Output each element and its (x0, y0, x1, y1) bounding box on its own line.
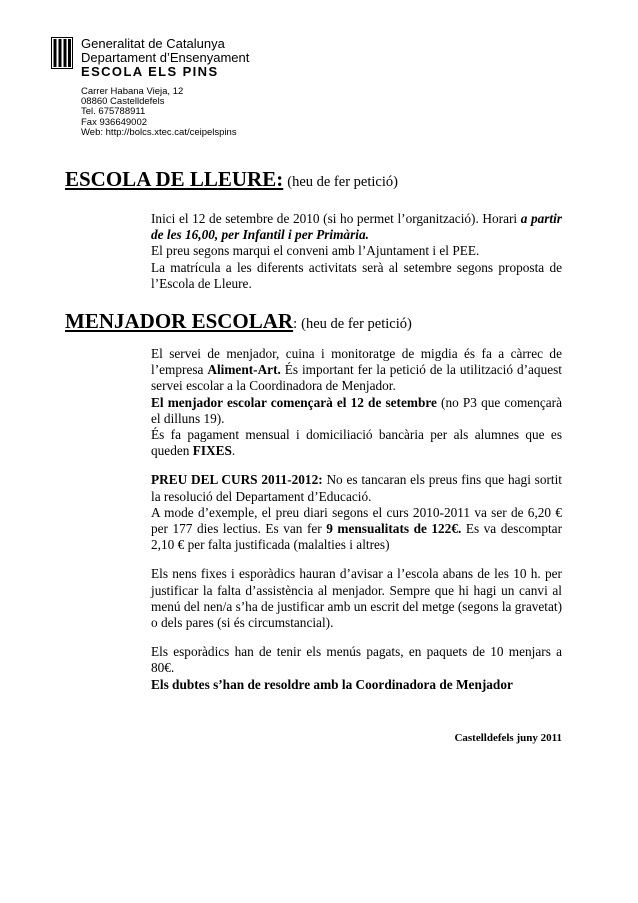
section-note: (heu de fer petició) (287, 174, 398, 190)
bold-run: Els dubtes s’han de resoldre amb la Coordinadora de Menjador (151, 676, 513, 692)
text-run: És fa pagament mensual i domiciliació bancària per als alumnes que es queden (151, 427, 562, 459)
paragraph (151, 472, 562, 504)
text-run: No es tancaran els preus fins que hagi sortit la resolució del Departament d’Educació. (151, 472, 562, 504)
section-body-escola-lleure (151, 211, 562, 292)
bold-run: El menjador escolar començarà el 12 de setembre (151, 394, 437, 410)
section-title: ESCOLA DE LLEURE: (65, 167, 284, 191)
paragraph (151, 211, 562, 243)
contact-block (81, 87, 237, 138)
section-heading-menjador (65, 309, 412, 334)
section-note: (heu de fer petició) (301, 316, 412, 332)
paragraph: El preu segons marqui el conveni amb l’Ajuntament i el PEE. (151, 243, 480, 259)
section-colon: : (293, 316, 298, 332)
generalitat-logo-icon (51, 37, 73, 69)
organization-block (81, 37, 249, 79)
org-line-2: Departament d’Ensenyament (81, 50, 250, 65)
org-line-1: Generalitat de Catalunya (81, 36, 225, 51)
paragraph: Els nens fixes i esporàdics hauran d’avisar a l’escola abans de les 10 h. per justificar la falta d’assistència al menjador. Sempre que hi hagi un canvi al menú del nen/a s’ha de justificar amb un escrit del metge (segons la gravetat) o dels pares (si és circumstancial). (151, 566, 562, 631)
paragraph (151, 395, 562, 427)
paragraph (151, 427, 562, 459)
signoff-date: Castelldefels juny 2011 (454, 732, 562, 744)
text-run: Es va descomptar 2,10 € per falta justificada (malalties i altres) (151, 521, 562, 553)
bold-run: FIXES (192, 443, 232, 459)
text-run: A mode d’exemple, el preu diari segons el curs 2010-2011 va ser de 6,20 € per 177 dies lectius. Es van fer (151, 504, 562, 537)
text-run: . (231, 443, 236, 459)
paragraph: Els esporàdics han de tenir els menús pagats, en paquets de 10 menjars a 80€. (151, 644, 562, 676)
contact-city: 08860 Castelldefels (81, 96, 165, 108)
paragraph: La matrícula a les diferents activitats serà al setembre segons proposta de l’Escola de Lleure. (151, 259, 562, 291)
section-body-menjador (151, 346, 562, 693)
contact-fax: Fax 936649002 (81, 116, 148, 128)
paragraph (151, 346, 562, 395)
emphasis-run: a partir de les 16,00, per Infantil i per Primària. (151, 211, 562, 243)
contact-web: Web: http://bolcs.xtec.cat/ceipelspins (81, 126, 237, 138)
school-name: ESCOLA ELS PINS (81, 64, 219, 79)
text-run: El servei de menjador, cuina i monitoratge de migdia és fa a càrrec de l’empresa (151, 346, 562, 378)
text-run: (no P3 que començarà el dilluns 19). (151, 394, 562, 426)
section-heading-escola-lleure (65, 167, 398, 192)
contact-address: Carrer Habana Vieja, 12 (81, 86, 184, 97)
bold-run: Aliment-Art. (207, 362, 281, 378)
text-run: Inici el 12 de setembre de 2010 (si ho permet l’organització). Horari (151, 211, 521, 226)
paragraph (151, 677, 562, 693)
bold-run: 9 mensualitats de 122€. (326, 521, 462, 537)
section-title: MENJADOR ESCOLAR (65, 309, 294, 333)
contact-phone: Tel. 675788911 (81, 106, 146, 118)
text-run: És important fer la petició de la utilització d’aquest servei escolar a la Coordinadora de Menjador. (151, 362, 562, 394)
paragraph (151, 505, 562, 554)
bold-run: PREU DEL CURS 2011-2012: (151, 472, 323, 488)
